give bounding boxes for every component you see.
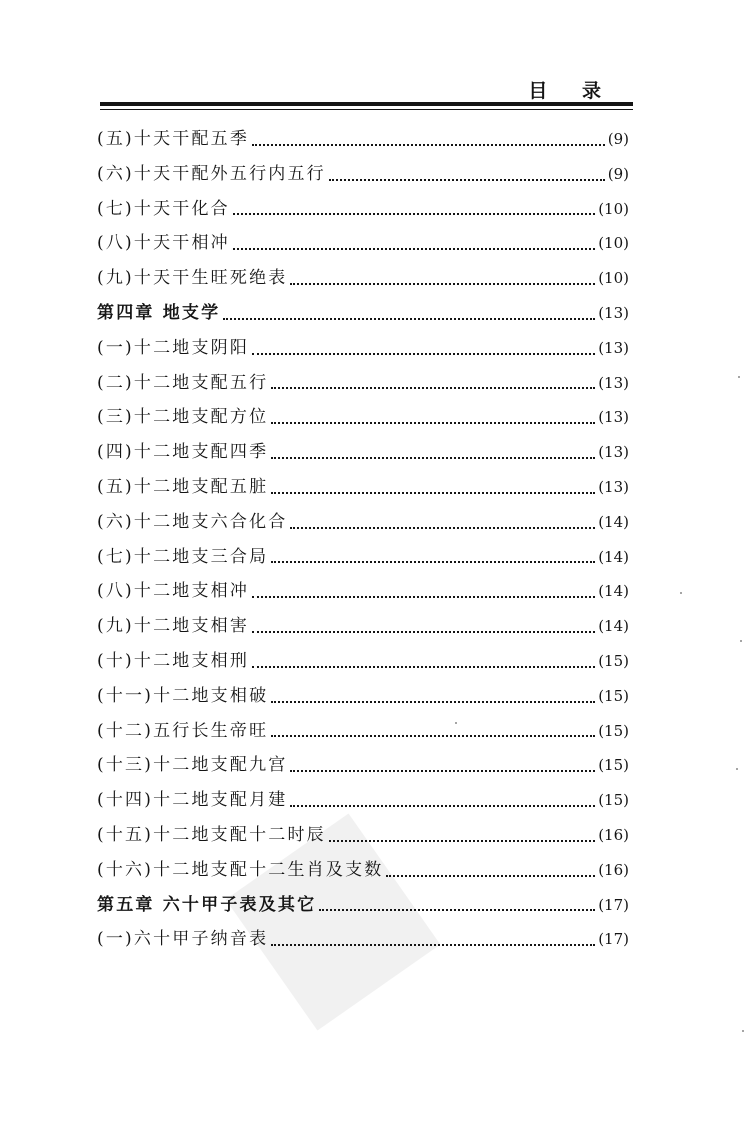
header-rule-thick	[100, 102, 633, 106]
toc-chapter-title: 第五章 六十甲子表及其它	[97, 894, 317, 915]
toc-entry-page: (13)	[598, 408, 629, 427]
toc-leader-dots	[271, 491, 595, 494]
toc-entry[interactable]	[97, 159, 629, 194]
toc-entry-page: (15)	[598, 686, 629, 705]
toc-entry-page: (9)	[607, 130, 629, 148]
toc-entry[interactable]	[97, 194, 629, 229]
toc-entry-title: (四)十二地支配四季	[97, 442, 269, 463]
toc-leader-dots	[290, 804, 595, 807]
toc-entry-page: (10)	[598, 199, 629, 218]
toc-entry-page: (13)	[598, 443, 629, 462]
toc-entry[interactable]	[97, 228, 629, 263]
toc-entry-title: (六)十二地支六合化合	[97, 511, 288, 532]
toc-entry[interactable]	[97, 124, 629, 159]
toc-chapter-title: 第四章 地支学	[97, 302, 221, 323]
toc-leader-dots	[271, 456, 595, 459]
scan-speck	[455, 722, 457, 724]
toc-entry-page: (15)	[598, 721, 629, 740]
toc-entry[interactable]	[97, 681, 629, 716]
toc-leader-dots	[271, 560, 595, 563]
toc-entry[interactable]	[97, 368, 629, 403]
toc-entry[interactable]	[97, 542, 629, 577]
toc-entry-title: (一)六十甲子纳音表	[97, 929, 269, 950]
table-of-contents	[97, 124, 629, 959]
toc-entry-title: (七)十二地支三合局	[97, 546, 269, 567]
toc-chapter-entry[interactable]	[97, 298, 629, 333]
toc-entry-page: (14)	[598, 582, 629, 601]
toc-leader-dots	[319, 908, 595, 911]
toc-entry[interactable]	[97, 507, 629, 542]
toc-chapter-entry[interactable]	[97, 890, 629, 925]
scan-speck	[740, 640, 742, 642]
toc-entry-page: (14)	[598, 547, 629, 566]
toc-entry-title: (一)十二地支阴阳	[97, 337, 250, 358]
toc-leader-dots	[252, 595, 595, 598]
toc-entry-title: (七)十天干化合	[97, 198, 230, 219]
toc-entry-page: (9)	[607, 164, 629, 183]
toc-leader-dots	[329, 839, 595, 842]
toc-entry-page: (13)	[598, 338, 629, 357]
toc-entry-page: (10)	[598, 234, 629, 253]
toc-leader-dots	[290, 769, 595, 772]
toc-entry-page: (14)	[598, 617, 629, 636]
toc-entry[interactable]	[97, 820, 629, 855]
toc-leader-dots	[233, 247, 595, 250]
toc-entry[interactable]	[97, 263, 629, 298]
toc-entry[interactable]	[97, 333, 629, 368]
toc-entry-title: (十)十二地支相刑	[97, 650, 250, 671]
toc-entry-title: (十一)十二地支相破	[97, 685, 269, 706]
toc-leader-dots	[252, 143, 605, 146]
toc-entry-title: (十五)十二地支配十二时辰	[97, 824, 326, 845]
scan-speck	[680, 592, 682, 594]
toc-leader-dots	[290, 282, 595, 285]
toc-entry[interactable]	[97, 611, 629, 646]
toc-entry[interactable]	[97, 750, 629, 785]
toc-entry-title: (十六)十二地支配十二生肖及支数	[97, 859, 384, 880]
toc-entry[interactable]	[97, 437, 629, 472]
toc-entry-page: (13)	[598, 373, 629, 392]
toc-entry-page: (16)	[598, 825, 629, 844]
toc-entry[interactable]	[97, 576, 629, 611]
toc-entry-title: (三)十二地支配方位	[97, 407, 269, 428]
toc-entry-page: (10)	[598, 269, 629, 288]
toc-entry-title: (十三)十二地支配九宫	[97, 755, 288, 776]
toc-entry[interactable]	[97, 924, 629, 959]
toc-leader-dots	[386, 874, 595, 877]
toc-entry-title: (二)十二地支配五行	[97, 372, 269, 393]
toc-entry-page: (16)	[598, 860, 629, 879]
toc-entry[interactable]	[97, 855, 629, 890]
toc-entry-page: (13)	[598, 303, 629, 322]
header-rule-thin	[100, 109, 633, 110]
toc-entry-page: (17)	[598, 895, 629, 914]
scan-speck	[738, 376, 740, 378]
toc-entry-page: (15)	[598, 756, 629, 775]
toc-leader-dots	[252, 352, 595, 355]
toc-entry-title: (五)十天干配五季	[97, 129, 250, 149]
toc-entry[interactable]	[97, 716, 629, 751]
toc-entry-title: (十二)五行长生帝旺	[97, 720, 269, 741]
toc-entry[interactable]	[97, 402, 629, 437]
toc-entry-title: (九)十天干生旺死绝表	[97, 268, 288, 289]
toc-entry-title: (八)十二地支相冲	[97, 581, 250, 602]
toc-entry-title: (六)十天干配外五行内五行	[97, 163, 326, 184]
toc-leader-dots	[271, 386, 595, 389]
toc-leader-dots	[252, 665, 595, 668]
toc-entry[interactable]	[97, 785, 629, 820]
toc-entry[interactable]	[97, 646, 629, 681]
toc-entry-page: (13)	[598, 477, 629, 496]
toc-entry-page: (15)	[598, 791, 629, 810]
toc-leader-dots	[252, 630, 595, 633]
toc-entry-title: (十四)十二地支配月建	[97, 790, 288, 811]
toc-leader-dots	[290, 526, 595, 529]
toc-leader-dots	[271, 734, 595, 737]
page-header-title: 目 录	[528, 80, 615, 102]
toc-leader-dots	[329, 178, 605, 181]
toc-entry-page: (17)	[598, 930, 629, 949]
toc-leader-dots	[271, 421, 595, 424]
toc-leader-dots	[223, 317, 595, 320]
scan-speck	[742, 1030, 744, 1032]
toc-leader-dots	[233, 212, 595, 215]
scan-speck	[736, 768, 738, 770]
toc-leader-dots	[271, 700, 595, 703]
toc-entry-title: (九)十二地支相害	[97, 616, 250, 637]
toc-entry[interactable]	[97, 472, 629, 507]
toc-entry-page: (14)	[598, 512, 629, 531]
toc-entry-title: (五)十二地支配五脏	[97, 476, 269, 497]
toc-leader-dots	[271, 943, 595, 946]
toc-entry-title: (八)十天干相冲	[97, 233, 230, 254]
toc-entry-page: (15)	[598, 651, 629, 670]
